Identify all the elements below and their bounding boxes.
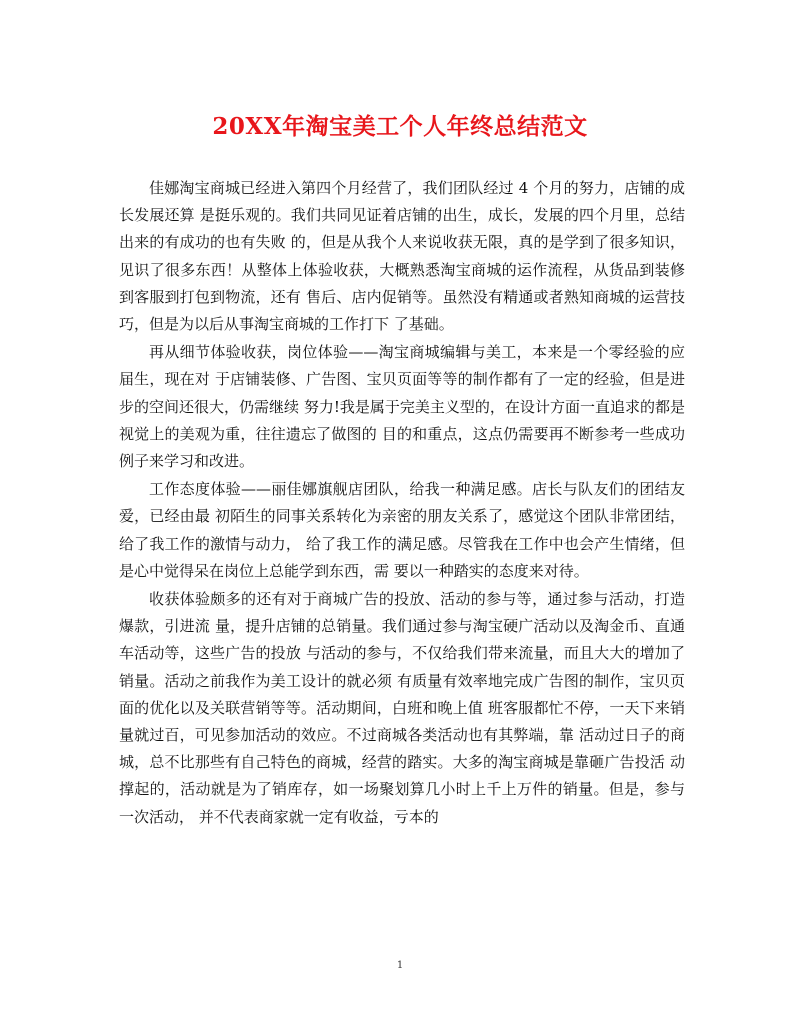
paragraph-2: 再从细节体验收获，岗位体验——淘宝商城编辑与美工，本来是一个零经验的应届生，现在对 于店铺装修、广告图、宝贝页面等等的制作都有了一定的经验，但是进步的空间还很大，仍需继续 努力!我是属于完美主义型的，在设计方面一直追求的都是视觉上的美观为重，往往遗忘了做图的 目的和重点，这点仍需要再不断参考一些成功例子来学习和改进。 <box>119 343 685 471</box>
paragraph-1: 佳娜淘宝商城已经进入第四个月经营了，我们团队经过 4 个月的努力，店铺的成长发展还算 是挺乐观的。我们共同见证着店铺的出生，成长，发展的四个月里，总结出来的有成功的也有失败 的，但是从我个人来说收获无限，真的是学到了很多知识，见识了很多东西！从整体上体验收获，大概熟悉淘宝商城的运作流程，从货品到装修到客服到打包到物流，还有 售后、店内促销等。虽然没有精通或者熟知商城的运营技巧，但是为以后从事淘宝商城的工作打下 了基础。 <box>119 179 685 334</box>
page-number: 1 <box>396 960 404 971</box>
document-body <box>119 175 685 831</box>
paragraph-4: 收获体验颇多的还有对于商城广告的投放、活动的参与等，通过参与活动，打造爆款，引进流 量，提升店铺的总销量。我们通过参与淘宝硬广活动以及淘金币、直通车活动等，这些广告的投放 与活动的参与，不仅给我们带来流量，而且大大的增加了销量。活动之前我作为美工设计的就必须 有质量有效率地完成广告图的制作，宝贝页面的优化以及关联营销等等。活动期间，白班和晚上值 班客服都忙不停，一天下来销量就过百，可见参加活动的效应。不过商城各类活动也有其弊端，靠 活动过日子的商城，总不比那些有自己特色的商城，经营的踏实。大多的淘宝商城是靠砸广告投活 动撑起的，活动就是为了销库存，如一场聚划算几小时上千上万件的销量。但是，参与一次活动， 并不代表商家就一定有收益，亏本的 <box>119 590 685 826</box>
paragraph-3: 工作态度体验——丽佳娜旗舰店团队，给我一种满足感。店长与队友们的团结友爱，已经由最 初陌生的同事关系转化为亲密的朋友关系了，感觉这个团队非常团结，给了我工作的激情与动力， 给了我工作的满足感。尽管我在工作中也会产生情绪，但是心中觉得呆在岗位上总能学到东西，需 要以一种踏实的态度来对待。 <box>119 480 685 580</box>
document-title: 20XX年淘宝美工个人年终总结范文 <box>212 113 588 140</box>
